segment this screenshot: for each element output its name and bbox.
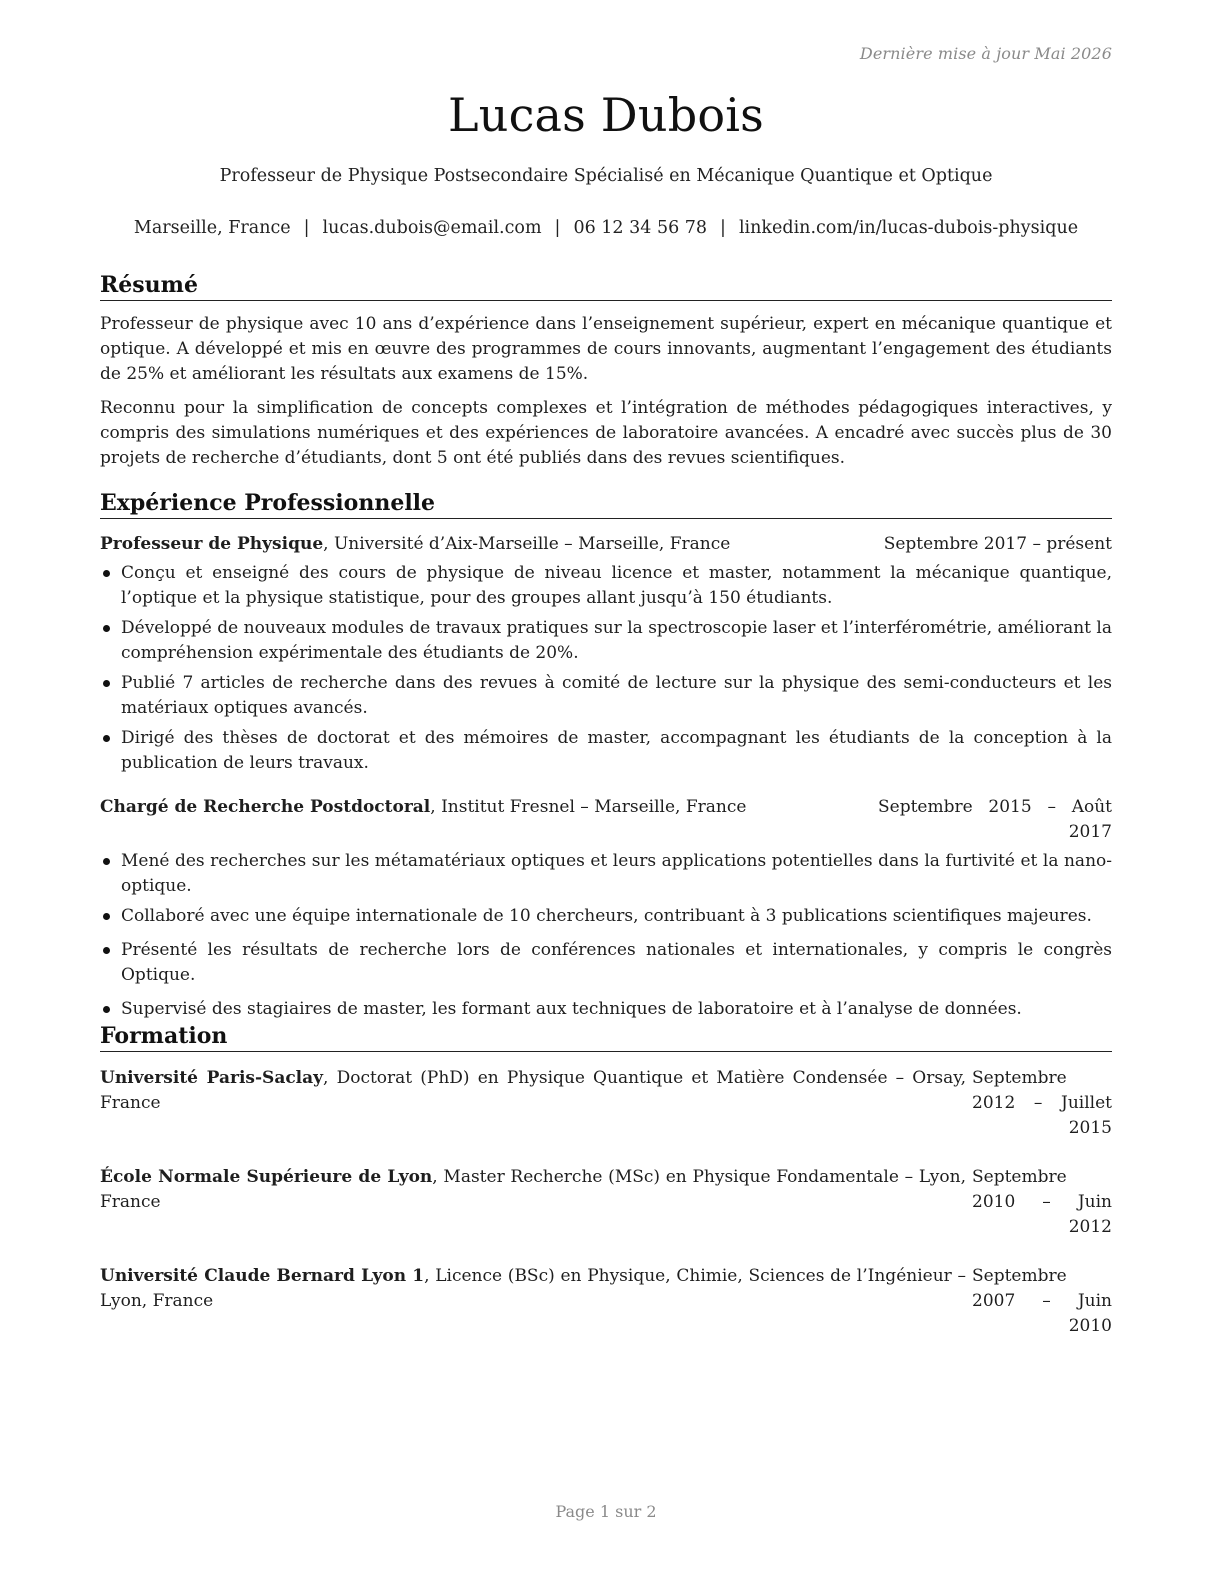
- job-employer: , Université d’Aix-Marseille – Marseille, France: [323, 534, 731, 554]
- job-entry: [100, 532, 1112, 776]
- education-dates: Septembre 2012 – Juillet 2015: [972, 1068, 1112, 1138]
- job-dates: Septembre 2017 – présent: [883, 534, 1112, 554]
- bullet-text: Développé de nouveaux modules de travaux pratiques sur la spectroscopie laser et l’interférométrie, améliorant la compréhension expérimentale des étudiants de 20%.: [121, 618, 1112, 663]
- job-employer: , Institut Fresnel – Marseille, France: [430, 797, 747, 817]
- education-institution: Université Claude Bernard Lyon 1: [100, 1266, 425, 1286]
- contact-separator: |: [303, 218, 310, 238]
- education-institution-line: [100, 1264, 972, 1339]
- bullet-icon: [103, 680, 110, 687]
- candidate-name: Lucas Dubois: [448, 88, 764, 142]
- list-item: [100, 561, 1112, 611]
- education-degree: , Licence (BSc) en Physique, Chimie, Sciences de l’Ingénieur – Lyon, France: [100, 1266, 966, 1311]
- job-role: Professeur de Physique: [100, 534, 324, 554]
- bullet-text: Publié 7 articles de recherche dans des revues à comité de lecture sur la physique des semi-conducteurs et les matériaux optiques avancés.: [121, 673, 1112, 718]
- list-item: [100, 671, 1112, 721]
- education-entry: [100, 1066, 1112, 1141]
- bullet-text: Mené des recherches sur les métamatériaux optiques et leurs applications potentielles dans la furtivité et la nano-optique.: [121, 851, 1112, 896]
- bullet-icon: [103, 625, 110, 632]
- bullet-text: Conçu et enseigné des cours de physique de niveau licence et master, notamment la mécanique quantique, l’optique et la physique statistique, pour des groupes allant jusqu’à 150 étudiants.: [121, 563, 1112, 608]
- bullet-icon: [103, 570, 110, 577]
- list-item: [100, 616, 1112, 666]
- experience-section: [100, 489, 1112, 1027]
- education-heading: Formation: [100, 1022, 1112, 1052]
- job-role: Chargé de Recherche Postdoctoral: [100, 797, 431, 817]
- contact-separator: |: [554, 218, 561, 238]
- contact-email[interactable]: lucas.dubois@email.com: [322, 218, 542, 238]
- bullet-icon: [103, 947, 110, 954]
- education-section: [100, 1022, 1112, 1339]
- job-bullets: [100, 849, 1112, 1022]
- contact-linkedin[interactable]: linkedin.com/in/lucas-dubois-physique: [738, 218, 1079, 238]
- last-updated: Dernière mise à jour Mai 2026: [859, 44, 1112, 63]
- job-header: [100, 532, 1112, 557]
- bullet-icon: [103, 913, 110, 920]
- page-number: Page 1 sur 2: [555, 1502, 657, 1521]
- job-title-line: [100, 795, 878, 845]
- bullet-icon: [103, 735, 110, 742]
- contact-separator: |: [720, 218, 726, 238]
- job-title-line: [100, 532, 884, 557]
- list-item: [100, 904, 1112, 929]
- professional-tagline: Professeur de Physique Postsecondaire Spécialisé en Mécanique Quantique et Optique: [219, 166, 993, 186]
- bullet-text: Collaboré avec une équipe internationale de 10 chercheurs, contribuant à 3 publications scientifiques majeures.: [121, 906, 1092, 926]
- list-item: [100, 726, 1112, 776]
- education-degree: , Doctorat (PhD) en Physique Quantique et Matière Condensée – Orsay, France: [100, 1068, 966, 1113]
- summary-heading: Résumé: [100, 271, 1112, 301]
- education-entry: [100, 1165, 1112, 1240]
- education-dates: Septembre 2007 – Juin 2010: [972, 1266, 1112, 1336]
- contact-phone: 06 12 34 56 78: [573, 218, 708, 238]
- job-bullets: [100, 561, 1112, 776]
- contact-line: [100, 218, 1112, 238]
- education-degree: , Master Recherche (MSc) en Physique Fondamentale – Lyon, France: [100, 1167, 966, 1212]
- job-entry: [100, 795, 1112, 1022]
- education-dates: Septembre 2010 – Juin 2012: [972, 1167, 1112, 1237]
- summary-paragraph: Reconnu pour la simplification de concepts complexes et l’intégration de méthodes pédagogiques interactives, y compris des simulations numériques et des expériences de laboratoire avancées. A encadré avec succès plus de 30 projets de recherche d’étudiants, dont 5 ont été publiés dans des revues scientifiques.: [100, 398, 1112, 468]
- education-institution-line: [100, 1066, 972, 1141]
- list-item: [100, 997, 1112, 1022]
- education-institution: École Normale Supérieure de Lyon: [100, 1167, 433, 1187]
- bullet-text: Supervisé des stagiaires de master, les formant aux techniques de laboratoire et à l’analyse de données.: [121, 999, 1022, 1019]
- education-institution: Université Paris-Saclay: [100, 1068, 324, 1088]
- experience-heading: Expérience Professionnelle: [100, 489, 1112, 519]
- list-item: [100, 938, 1112, 988]
- education-institution-line: [100, 1165, 972, 1240]
- bullet-text: Présenté les résultats de recherche lors de conférences nationales et internationales, y compris le congrès Optique.: [121, 940, 1112, 985]
- bullet-icon: [103, 858, 110, 865]
- contact-location: Marseille, France: [133, 218, 291, 238]
- summary-paragraph: Professeur de physique avec 10 ans d’expérience dans l’enseignement supérieur, expert en mécanique quantique et optique. A développé et mis en œuvre des programmes de cours innovants, augmentant l’engagement des étudiants de 25% et améliorant les résultats aux examens de 15%.: [100, 314, 1112, 384]
- list-item: [100, 849, 1112, 899]
- education-entry: [100, 1264, 1112, 1339]
- bullet-icon: [103, 1006, 110, 1013]
- summary-section: [100, 271, 1112, 471]
- job-dates: Septembre 2015 – Août 2017: [878, 797, 1112, 842]
- resume-page: [100, 0, 1112, 1584]
- job-header: [100, 795, 1112, 845]
- bullet-text: Dirigé des thèses de doctorat et des mémoires de master, accompagnant les étudiants de la conception à la publication de leurs travaux.: [121, 728, 1112, 773]
